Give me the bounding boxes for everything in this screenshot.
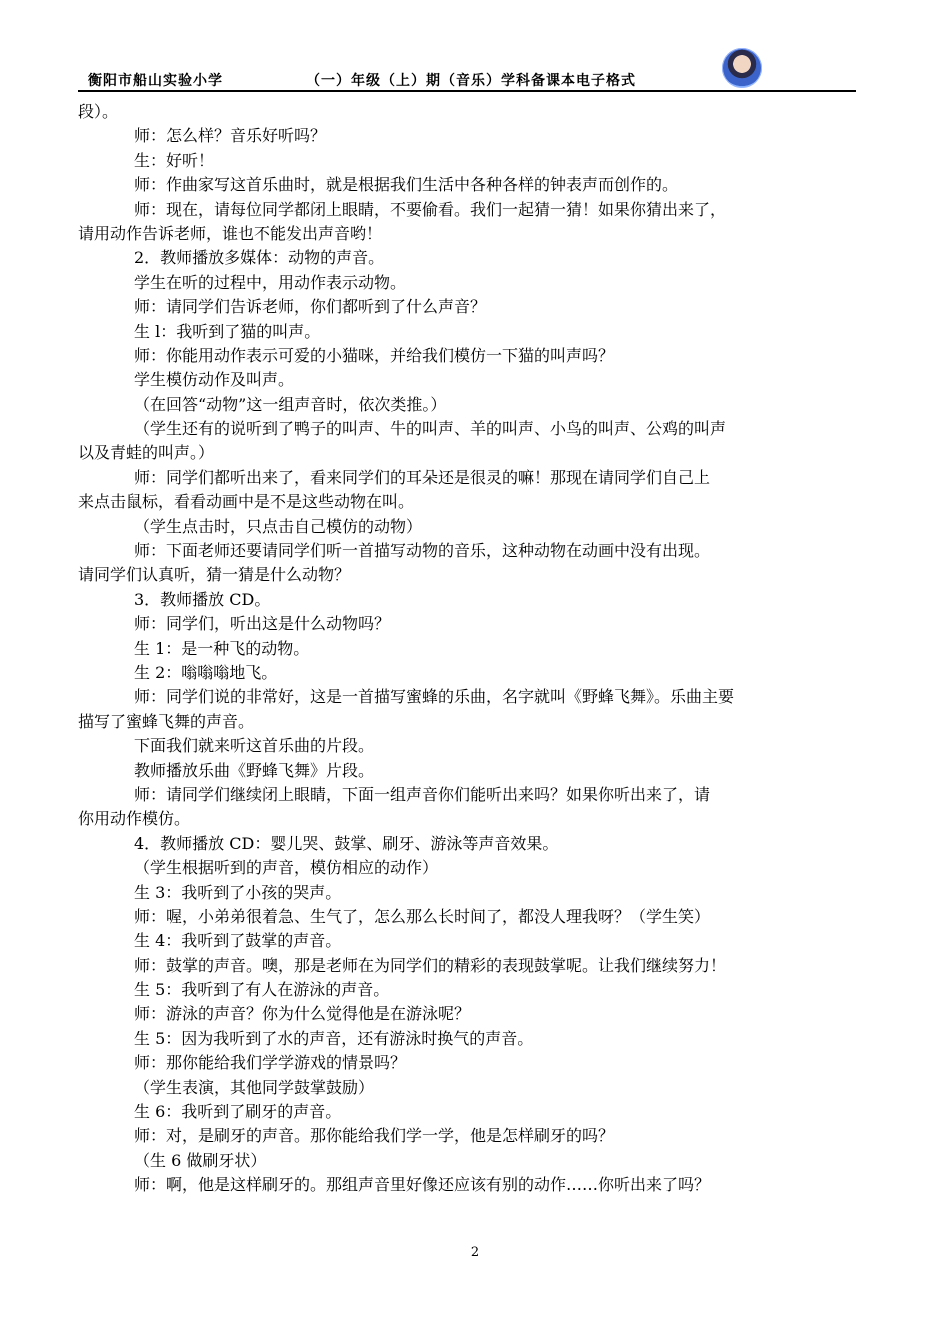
paragraph-line: （学生表演，其他同学鼓掌鼓励） xyxy=(134,1077,375,1097)
paragraph-line: 生：好听！ xyxy=(134,150,215,170)
header-school-name: 衡阳市船山实验小学 xyxy=(88,73,223,89)
paragraph-line: 师：现在，请每位同学都闭上眼睛，不要偷看。我们一起猜一猜！如果你猜出来了， xyxy=(134,199,727,219)
paragraph-line: 生 5：因为我听到了水的声音，还有游泳时换气的声音。 xyxy=(134,1028,534,1048)
paragraph-line: 师：同学们说的非常好，这是一首描写蜜蜂的乐曲，名字就叫《野蜂飞舞》。乐曲主要 xyxy=(134,687,735,707)
paragraph-line: 师：对，是刷牙的声音。那你能给我们学一学，他是怎样刷牙的吗？ xyxy=(134,1126,615,1146)
paragraph-line: 师：下面老师还要请同学们听一首描写动物的音乐，这种动物在动画中没有出现。 xyxy=(134,541,711,561)
paragraph-line: 4．教师播放 CD：婴儿哭、鼓掌、刷牙、游泳等声音效果。 xyxy=(134,833,559,853)
paragraph-line: （生 6 做刷牙状） xyxy=(134,1150,267,1170)
paragraph-line: （在回答“动物”这一组声音时，依次类推。） xyxy=(134,394,447,414)
paragraph-line: 请用动作告诉老师，谁也不能发出声音哟！ xyxy=(78,223,383,243)
page-header xyxy=(78,48,856,92)
paragraph-line: 生 3：我听到了小孩的哭声。 xyxy=(134,882,342,902)
paragraph-line: 师：作曲家写这首乐曲时，就是根据我们生活中各种各样的钟表声而创作的。 xyxy=(134,175,679,195)
paragraph-line: 师：怎么样？音乐好听吗？ xyxy=(134,126,327,146)
paragraph-line: 学生模仿动作及叫声。 xyxy=(134,370,295,390)
paragraph-line: 生 4：我听到了鼓掌的声音。 xyxy=(134,931,342,951)
paragraph-line: （学生还有的说听到了鸭子的叫声、牛的叫声、羊的叫声、小鸟的叫声、公鸡的叫声 xyxy=(134,419,727,439)
paragraph-line: 师：鼓掌的声音。噢，那是老师在为同学们的精彩的表现鼓掌呢。让我们继续努力！ xyxy=(134,955,727,975)
paragraph-line: 来点击鼠标，看看动画中是不是这些动物在叫。 xyxy=(78,492,415,512)
paragraph-line: 师：喔，小弟弟很着急、生气了，怎么那么长时间了，都没人理我呀？（学生笑） xyxy=(134,906,711,926)
paragraph-line: 师：请同学们告诉老师，你们都听到了什么声音？ xyxy=(134,297,487,317)
paragraph-line: 生 5：我听到了有人在游泳的声音。 xyxy=(134,980,390,1000)
paragraph-line: 以及青蛙的叫声。） xyxy=(78,443,215,463)
paragraph-line: 段）。 xyxy=(78,102,119,121)
paragraph-line: （学生点击时，只点击自己模仿的动物） xyxy=(134,516,423,536)
paragraph-line: 3．教师播放 CD。 xyxy=(134,589,271,609)
paragraph-line: （学生根据听到的声音，模仿相应的动作） xyxy=(134,858,439,878)
paragraph-line: 师：游泳的声音？你为什么觉得他是在游泳呢？ xyxy=(134,1004,471,1024)
paragraph-line: 描写了蜜蜂飞舞的声音。 xyxy=(78,711,255,731)
paragraph-line: 学生在听的过程中，用动作表示动物。 xyxy=(134,272,407,292)
document-body xyxy=(78,100,818,1198)
avatar-photo xyxy=(722,48,762,88)
paragraph-line: 生 6：我听到了刷牙的声音。 xyxy=(134,1102,342,1122)
header-divider xyxy=(78,90,856,92)
paragraph-line: 下面我们就来听这首乐曲的片段。 xyxy=(134,736,375,756)
paragraph-line: 师：你能用动作表示可爱的小猫咪，并给我们模仿一下猫的叫声吗？ xyxy=(134,345,615,365)
paragraph-line: 师：啊，他是这样刷牙的。那组声音里好像还应该有别的动作……你听出来了吗？ xyxy=(134,1175,711,1195)
paragraph-line: 师：那你能给我们学学游戏的情景吗？ xyxy=(134,1053,407,1073)
paragraph-line: 师：同学们都听出来了，看来同学们的耳朵还是很灵的嘛！那现在请同学们自己上 xyxy=(134,467,711,487)
paragraph-line: 2．教师播放多媒体：动物的声音。 xyxy=(134,248,385,268)
paragraph-line: 生 2：嗡嗡嗡地飞。 xyxy=(134,662,278,682)
paragraph-line: 生 l：我听到了猫的叫声。 xyxy=(134,321,321,341)
paragraph-line: 师：同学们，听出这是什么动物吗？ xyxy=(134,614,391,634)
paragraph-line: 你用动作模仿。 xyxy=(78,809,191,829)
paragraph-line: 生 1：是一种飞的动物。 xyxy=(134,638,310,658)
paragraph-line: 请同学们认真听，猜一猜是什么动物？ xyxy=(78,565,351,585)
paragraph-line: 师：请同学们继续闭上眼睛，下面一组声音你们能听出来吗？如果你听出来了，请 xyxy=(134,784,711,804)
page-number: 2 xyxy=(470,1245,480,1260)
paragraph-line: 教师播放乐曲《野蜂飞舞》片段。 xyxy=(134,760,375,780)
header-subject-title: （一）年级（上）期（音乐）学科备课本电子格式 xyxy=(306,73,636,89)
